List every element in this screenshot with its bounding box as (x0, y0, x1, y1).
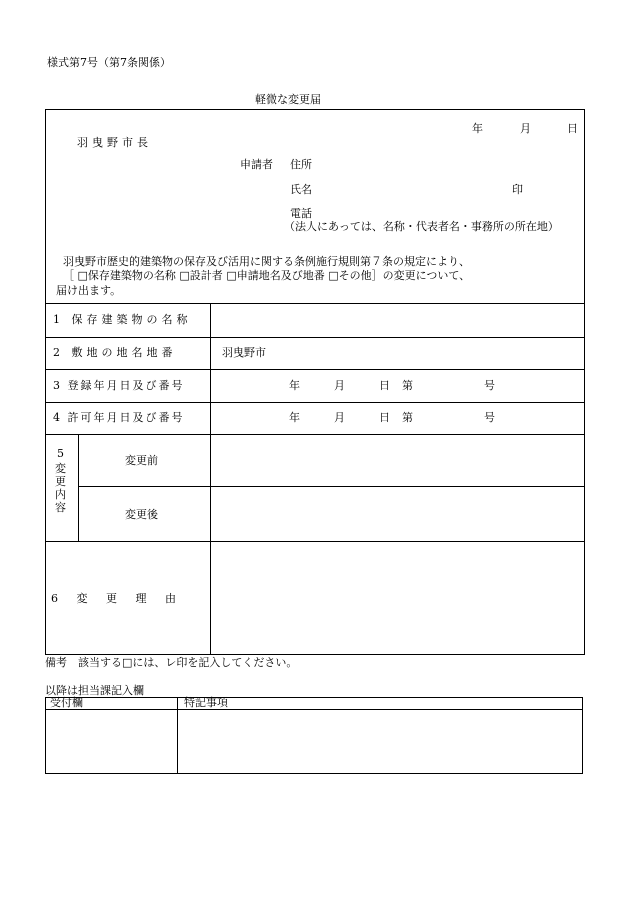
option-building-name: □保存建築物の名称 (77, 269, 176, 282)
row3-dai: 第 (402, 379, 413, 392)
applicant-label: 申請者 (240, 158, 273, 171)
name-label: 氏名 (290, 183, 312, 196)
body-line-3: 届け出ます。 (56, 284, 122, 297)
date-year: 年 (472, 122, 483, 135)
row3-year: 年 (289, 379, 300, 392)
special-notes-column-label: 特記事項 (184, 696, 228, 709)
row4-label: 4 許可年月日及び番号 (53, 411, 185, 424)
row4-month: 月 (334, 411, 345, 424)
office-header-divider (45, 709, 583, 710)
row4-year: 年 (289, 411, 300, 424)
row5-after-label: 変更後 (125, 508, 158, 521)
corporate-note: （法人にあっては、名称・代表者名・事務所の所在地） (284, 220, 559, 233)
date-month: 月 (520, 122, 531, 135)
column-divider (210, 303, 211, 655)
reception-column-label: 受付欄 (50, 696, 83, 709)
row3-label: 3 登録年月日及び番号 (53, 379, 185, 392)
row3-go: 号 (484, 379, 495, 392)
address-label: 住所 (290, 158, 312, 171)
phone-label: 電話 (290, 207, 312, 220)
row-divider (45, 434, 585, 435)
row2-value: 羽曳野市 (222, 346, 266, 359)
row-divider (45, 402, 585, 403)
row2-label: 2 敷地の地名地番 (53, 346, 177, 359)
row5-char: 容 (55, 501, 66, 514)
date-day: 日 (567, 122, 578, 135)
row-divider (45, 369, 585, 370)
page-title: 軽微な変更届 (255, 93, 321, 106)
bracket-open: ［ (63, 269, 74, 282)
row-divider (45, 337, 585, 338)
row5-char: 変 (55, 462, 66, 475)
row1-label: 1 保存建築物の名称 (53, 313, 192, 326)
row4-dai: 第 (402, 411, 413, 424)
row5-before-label: 変更前 (125, 454, 158, 467)
body-line-2 (63, 269, 470, 283)
remarks-note: 備考 該当する□には、レ印を記入してください。 (45, 656, 298, 669)
row5-number: 5 (57, 447, 64, 460)
office-section-heading: 以降は担当課記入欄 (45, 684, 144, 697)
row3-month: 月 (334, 379, 345, 392)
addressee: 羽曳野市長 (77, 136, 152, 149)
row4-go: 号 (484, 411, 495, 424)
row5-char: 内 (55, 488, 66, 501)
office-column-divider (177, 697, 178, 774)
form-number: 様式第7号（第7条関係） (47, 56, 171, 69)
row4-day: 日 (379, 411, 390, 424)
seal-mark: 印 (512, 183, 523, 196)
row-divider (45, 541, 585, 542)
option-lot: □申請地名及び地番 (226, 269, 325, 282)
bracket-close: ］の変更について、 (371, 269, 471, 282)
column-divider (78, 434, 79, 541)
option-designer: □設計者 (179, 269, 223, 282)
body-line-1: 羽曳野市歴史的建築物の保存及び活用に関する条例施行規則第７条の規定により、 (63, 255, 470, 268)
row5-char: 更 (55, 475, 66, 488)
row-divider (45, 303, 585, 304)
row3-day: 日 (379, 379, 390, 392)
row6-label: 6 変 更 理 由 (51, 592, 176, 605)
option-other: □その他 (328, 269, 372, 282)
row-divider (78, 486, 585, 487)
